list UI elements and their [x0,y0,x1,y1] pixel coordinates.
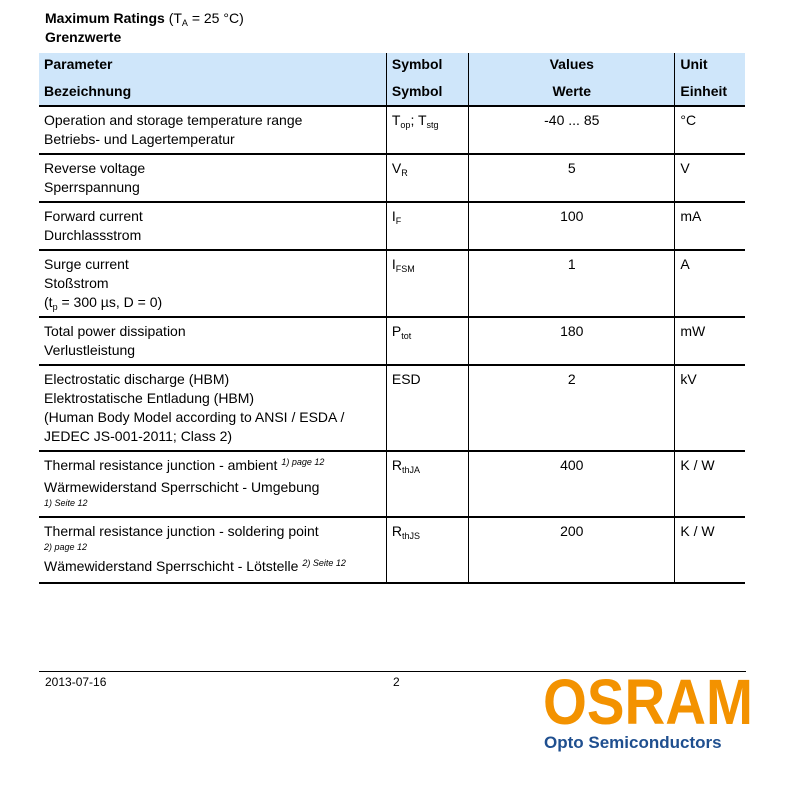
symbol-sub: thJS [401,531,420,541]
symbol-sub: op [400,120,411,130]
header-unit-de: Einheit [680,83,728,99]
unit-cell: V [675,154,745,202]
param-cell [39,202,386,250]
symbol-main: I [391,208,396,224]
param-cell [39,365,386,451]
unit-cell: K / W [675,451,745,517]
value-cell: 400 [469,451,675,517]
footnote-ref: 2) page 12 [44,542,88,552]
value-cell: 5 [469,154,675,202]
header-symbol-en: Symbol [391,56,443,72]
table-row [39,451,745,517]
header-parameter [39,53,386,106]
symbol-cell [386,517,468,583]
table-header-row [39,53,745,106]
unit-cell: mW [675,317,745,365]
value-cell: 100 [469,202,675,250]
symbol-cell: ESD [386,365,468,451]
condition-text: = 300 µs, D = 0) [57,294,163,310]
param-cell [39,250,386,317]
symbol-sub: stg [426,120,439,130]
table-row [39,202,745,250]
heading-subtitle: Grenzwerte [45,29,122,45]
osram-logo [543,666,755,738]
param-en: Thermal resistance junction - soldering point [44,523,319,539]
heading-condition-close: = 25 °C) [187,10,244,26]
header-values-en: Values [549,56,594,72]
value-cell: 180 [469,317,675,365]
footnote-ref: 2) Seite 12 [302,558,346,568]
param-cell [39,517,386,583]
symbol-sub: R [401,168,408,178]
symbol-main: V [391,160,402,176]
param-note: (Human Body Model according to ANSI / ESDA / [44,409,345,425]
param-de-text: Wämewiderstand Sperrschicht - Lötstelle [44,558,299,574]
value-cell: 2 [469,365,675,451]
header-unit [675,53,745,106]
symbol-main: I [391,256,396,272]
param-de: Betriebs- und Lagertemperatur [44,131,235,147]
header-parameter-de: Bezeichnung [44,83,132,99]
header-values-de: Werte [552,83,592,99]
footer-date: 2013-07-16 [45,675,107,689]
symbol-main: T [417,112,427,128]
param-en: Electrostatic discharge (HBM) [44,371,230,387]
value-cell: 1 [469,250,675,317]
param-de: Verlustleistung [44,342,136,358]
heading-condition-sub: A [181,18,188,28]
value-cell: 200 [469,517,675,583]
param-condition [44,293,381,312]
table-row [39,317,745,365]
param-en: Surge current [44,256,129,272]
symbol-sub: thJA [401,465,420,475]
osram-logo-text: OSRAM [543,666,753,738]
symbol-cell [386,451,468,517]
header-parameter-en: Parameter [44,56,113,72]
section-heading [45,9,244,47]
company-tagline: Opto Semiconductors [544,733,722,752]
unit-cell: °C [675,106,745,154]
footnote-ref: 1) page 12 [281,457,325,467]
unit-cell: mA [675,202,745,250]
symbol-cell [386,202,468,250]
table-row [39,106,745,154]
symbol-sub: F [395,216,402,226]
param-cell [39,317,386,365]
param-de: Wärmewiderstand Sperrschicht - Umgebung [44,479,320,495]
unit-cell: kV [675,365,745,451]
param-note: JEDEC JS-001-2011; Class 2) [44,428,233,444]
heading-title: Maximum Ratings [45,10,165,26]
param-cell [39,106,386,154]
table-row [39,154,745,202]
param-de [44,557,381,576]
param-de: Durchlassstrom [44,227,142,243]
symbol-main: T [391,112,401,128]
param-en: Reverse voltage [44,160,146,176]
unit-cell: A [675,250,745,317]
table-row [39,365,745,451]
table-row [39,517,745,583]
symbol-cell [386,154,468,202]
symbol-cell [386,317,468,365]
symbol-cell [386,250,468,317]
page-number: 2 [393,675,400,689]
symbol-main: P [391,323,402,339]
param-en: Total power dissipation [44,323,186,339]
header-symbol-de: Symbol [391,83,443,99]
unit-cell: K / W [675,517,745,583]
heading-condition-open: (T [164,10,182,26]
table-row [39,250,745,317]
symbol-main: R [391,457,402,473]
maximum-ratings-table [39,53,745,584]
param-de: Sperrspannung [44,179,140,195]
param-en-text: Thermal resistance junction - ambient [44,457,278,473]
param-cell [39,154,386,202]
value-cell: -40 ... 85 [469,106,675,154]
header-unit-en: Unit [680,56,708,72]
symbol-cell [386,106,468,154]
symbol-separator: ; [410,112,418,128]
param-de: Stoßstrom [44,275,109,291]
symbol-sub: tot [401,331,412,341]
header-values [469,53,675,106]
param-en: Forward current [44,208,143,224]
param-en: Operation and storage temperature range [44,112,303,128]
header-symbol [386,53,468,106]
symbol-sub: FSM [395,264,415,274]
condition-sub: p [52,302,58,312]
param-en [44,456,381,475]
param-de: Elektrostatische Entladung (HBM) [44,390,255,406]
footnote-ref: 1) Seite 12 [44,498,88,508]
condition-text: (t [44,294,53,310]
symbol-main: R [391,523,402,539]
param-cell [39,451,386,517]
